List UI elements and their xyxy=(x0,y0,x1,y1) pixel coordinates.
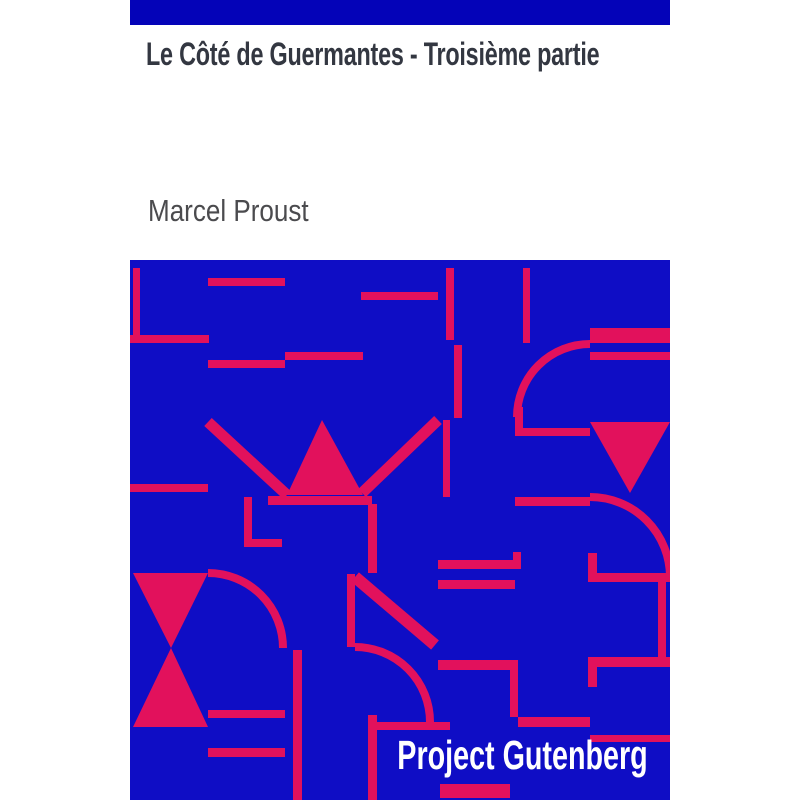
art-triangle xyxy=(133,573,208,648)
art-bar xyxy=(208,748,285,757)
cover-top-bar xyxy=(130,0,670,25)
art-bar xyxy=(293,650,302,800)
cover-art xyxy=(130,260,670,800)
art-diagonal xyxy=(362,420,438,493)
art-bar xyxy=(446,268,454,340)
art-triangle xyxy=(133,648,208,727)
art-bar xyxy=(518,717,590,727)
book-title: Le Côté de Guermantes - Troisième partie xyxy=(146,36,600,72)
art-arc xyxy=(208,573,283,648)
book-cover xyxy=(130,0,670,800)
art-arc xyxy=(355,647,430,722)
art-bar xyxy=(377,722,450,730)
art-bar xyxy=(285,352,363,360)
art-bar xyxy=(133,268,140,336)
art-bar xyxy=(590,352,670,360)
art-bar xyxy=(347,574,355,647)
art-bar xyxy=(443,420,450,497)
art-bar xyxy=(438,560,518,569)
art-bar xyxy=(440,784,510,798)
art-arc xyxy=(517,344,590,417)
publisher-logo-text: Project Gutenberg xyxy=(397,732,648,778)
art-bar xyxy=(438,660,510,670)
art-bar xyxy=(208,360,285,368)
art-triangle xyxy=(287,420,363,495)
art-bar xyxy=(208,278,285,286)
art-bar xyxy=(513,552,521,569)
art-bar xyxy=(368,715,377,800)
art-triangle xyxy=(590,422,670,493)
art-bar xyxy=(523,268,530,343)
art-bar xyxy=(244,539,282,547)
art-bar xyxy=(130,335,209,343)
art-bar xyxy=(590,657,670,667)
art-arc xyxy=(590,497,670,577)
art-bar xyxy=(510,660,518,717)
art-diagonal xyxy=(355,577,435,645)
art-bar xyxy=(208,710,285,718)
art-bar xyxy=(515,428,590,436)
art-bar xyxy=(130,484,208,492)
art-diagonal xyxy=(208,422,287,495)
art-bar xyxy=(588,657,597,687)
geometric-art-canvas xyxy=(130,260,670,800)
art-bar xyxy=(454,345,462,418)
book-author: Marcel Proust xyxy=(148,193,309,228)
art-bar xyxy=(438,580,515,589)
art-bar xyxy=(590,328,670,343)
art-bar xyxy=(515,497,590,506)
art-bar xyxy=(658,575,666,660)
art-bar xyxy=(368,504,377,573)
art-bar xyxy=(361,292,438,300)
art-bar xyxy=(588,553,597,582)
